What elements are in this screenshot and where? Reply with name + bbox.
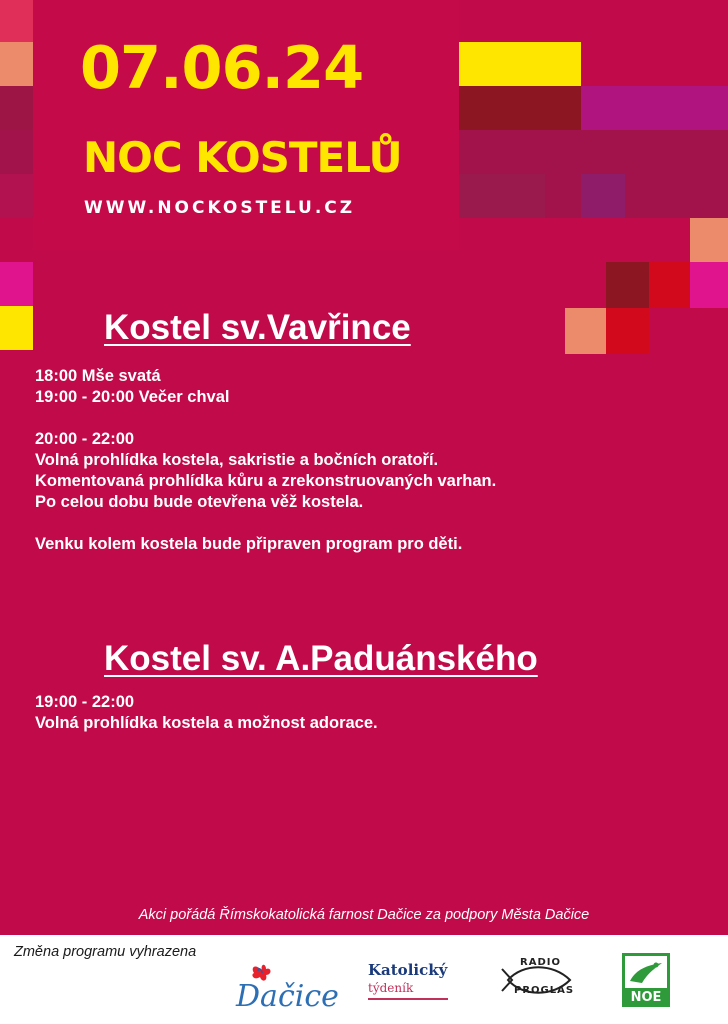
program-line: Komentovaná prohlídka kůru a zrekonstruovaných varhan.	[35, 472, 497, 490]
church1-heading: Kostel sv.Vavřince	[104, 308, 411, 347]
organizer-note: Akci pořádá Římskokatolická farnost Dačice za podpory Města Dačice	[138, 907, 590, 923]
program-spacer	[35, 408, 496, 429]
decor-tile	[459, 174, 545, 218]
program-line: Volná prohlídka kostela, sakristie a bočních oratoří.	[35, 451, 439, 469]
dacice-logo	[232, 959, 338, 1019]
church2-heading: Kostel sv. A.Paduánského	[104, 639, 538, 678]
program-change-notice: Změna programu vyhrazena	[14, 944, 197, 960]
decor-tile	[0, 130, 33, 174]
decor-tile	[0, 174, 33, 218]
church2-program	[35, 692, 378, 734]
decor-tile	[690, 262, 728, 308]
decor-tile	[0, 42, 33, 86]
decor-tile	[565, 308, 606, 354]
tydenik-wordmark: týdeník	[368, 981, 414, 995]
noe-bird-icon	[622, 953, 670, 991]
katolicky-tydenik-logo	[368, 961, 452, 1001]
church1-program	[35, 366, 496, 555]
decor-tile	[581, 86, 728, 130]
radio-proglas-logo	[498, 955, 582, 1005]
decor-tile	[649, 262, 690, 308]
decor-tile	[0, 86, 33, 130]
decor-tile	[459, 42, 581, 86]
decor-tile	[459, 86, 581, 130]
decor-tile	[625, 174, 728, 218]
footer	[0, 935, 728, 1024]
program-spacer	[35, 513, 496, 534]
proglas-wordmark: PROGLAS	[514, 985, 575, 996]
katolicky-underline	[368, 998, 448, 1000]
program-line: Po celou dobu bude otevřena věž kostela.	[35, 493, 364, 511]
dacice-wordmark: Dačice	[236, 979, 339, 1014]
event-title: NOC KOSTELŮ	[83, 133, 402, 182]
decor-tile	[0, 306, 33, 350]
program-line: 18:00 Mše svatá	[35, 367, 161, 385]
decor-tile	[606, 262, 649, 308]
decor-tile	[581, 174, 625, 218]
program-line: 20:00 - 22:00	[35, 430, 135, 448]
radio-wordmark: RADIO	[520, 957, 561, 968]
program-line: 19:00 - 22:00	[35, 693, 135, 711]
event-date: 07.06.24	[80, 33, 364, 102]
program-line: Venku kolem kostela bude připraven program pro děti.	[35, 535, 463, 553]
program-line: 19:00 - 20:00 Večer chval	[35, 388, 230, 406]
decor-tile	[606, 308, 649, 354]
decor-tile	[459, 130, 728, 174]
noe-wordmark: NOE	[630, 990, 662, 1005]
noe-logo	[622, 953, 670, 1007]
event-website: WWW.NOCKOSTELU.CZ	[84, 198, 356, 218]
decor-tile	[545, 174, 581, 218]
decor-tile	[690, 218, 728, 262]
katolicky-wordmark: Katolický	[368, 961, 448, 979]
program-line: Volná prohlídka kostela a možnost adorace.	[35, 714, 378, 732]
decor-tile	[0, 0, 33, 42]
decor-tile	[0, 262, 33, 306]
